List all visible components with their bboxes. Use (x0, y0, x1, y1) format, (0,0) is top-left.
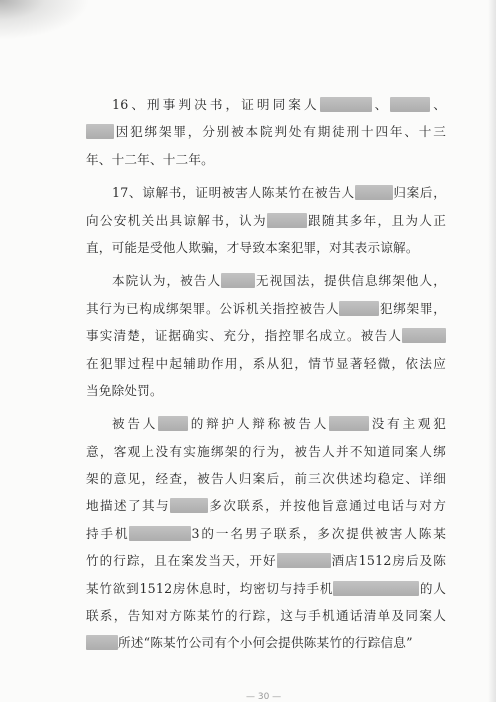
text-line (86, 91, 446, 118)
text-segment: 联系，告知对方陈某竹的行踪，这与手机通话清单及同案人 (86, 608, 446, 624)
text-segment: 、 (371, 97, 391, 112)
text-segment: 当免除处罚。 (86, 382, 163, 398)
redaction-block (320, 97, 372, 112)
text-line (86, 547, 446, 574)
redaction-block (86, 635, 118, 650)
page-edge-shadow (488, 0, 496, 702)
text-line (86, 267, 446, 294)
redaction-block (277, 553, 331, 568)
text-segment: 某竹欲到1512房休息时，均密切与持手机 (86, 580, 334, 596)
text-segment: 本院认为，被告人 (112, 273, 222, 289)
text-segment: 酒店1512房后及陈 (330, 553, 446, 569)
text-segment: 没有主观犯 (369, 416, 446, 432)
text-line (86, 207, 446, 234)
text-segment: 的辩护人辩称被告人 (188, 416, 330, 432)
text-line (86, 465, 446, 492)
text-segment: 在犯罪过程中起辅助作用，系从犯，情节显著轻微，依法应 (86, 355, 446, 371)
text-line (86, 438, 446, 465)
text-line (86, 629, 446, 656)
redaction-block (221, 273, 255, 288)
text-segment: 年、十二年、十二年。 (86, 151, 214, 167)
text-segment: 无视国法，提供信息绑架他人， (255, 273, 446, 289)
text-segment: 、 (430, 97, 447, 112)
text-line (86, 234, 446, 261)
judgment-text (86, 91, 446, 657)
text-segment: 犯绑架罪， (379, 300, 446, 316)
redaction-block (267, 213, 307, 228)
text-line (86, 350, 446, 377)
text-line (86, 410, 446, 437)
text-segment: 竹的行踪，且在案发当天，开好 (86, 553, 277, 569)
text-segment: 跟随其多年，且为人正 (306, 212, 447, 228)
redaction-block (355, 185, 393, 200)
text-segment: 架的意见，经查，被告人归案后，前三次供述均稳定、详细 (86, 471, 446, 487)
text-line (86, 295, 446, 322)
redaction-block (339, 301, 379, 316)
redaction-block (390, 97, 430, 112)
text-line (86, 146, 446, 173)
text-line (86, 575, 446, 602)
text-line (86, 492, 446, 519)
text-segment: 事实清楚，证据确实、充分，指控罪名成立。被告人 (86, 328, 402, 344)
text-line (86, 179, 446, 206)
text-segment: 所述“陈某竹公司有个小何会提供陈某竹的行踪信息” (118, 635, 413, 651)
text-segment: 归案后， (392, 185, 446, 201)
text-segment: 向公安机关出具谅解书，认为 (86, 212, 267, 228)
redaction-block (129, 526, 191, 541)
redaction-block (158, 416, 188, 431)
page-number: — 30 — (246, 692, 282, 702)
redaction-block (170, 498, 208, 513)
text-line (86, 322, 446, 349)
text-segment: 直，可能是受他人欺骗，才导致本案犯罪，对其表示谅解。 (86, 239, 419, 255)
text-segment: 16、刑事判决书，证明同案人 (112, 97, 320, 112)
redaction-block (86, 124, 114, 139)
text-segment: 3的一名男子联系，多次提供被害人陈某 (191, 525, 446, 541)
text-segment: 17、谅解书，证明被害人陈某竹在被告人 (112, 185, 355, 201)
redaction-block (402, 328, 446, 343)
text-line (86, 118, 446, 145)
redaction-block (329, 416, 369, 431)
text-segment: 被告人 (112, 416, 159, 432)
text-line (86, 520, 446, 547)
text-segment: 其行为已构成绑架罪。公诉机关指控被告人 (86, 300, 340, 316)
text-segment: 地描述了其与 (86, 498, 170, 514)
text-segment: 因犯绑架罪，分别被本院判处有期徒刑十四年、十三 (114, 124, 446, 140)
binding-shadow (0, 0, 90, 40)
redaction-block (333, 581, 419, 596)
text-line (86, 377, 446, 404)
text-segment: 多次联系，并按他旨意通过电话与对方 (208, 498, 446, 514)
text-segment: 的人 (419, 580, 446, 596)
text-segment: 持手机 (86, 525, 130, 541)
text-segment: 意，客观上没有实施绑架的行为，被告人并不知道同案人绑 (86, 443, 446, 459)
text-line (86, 602, 446, 629)
